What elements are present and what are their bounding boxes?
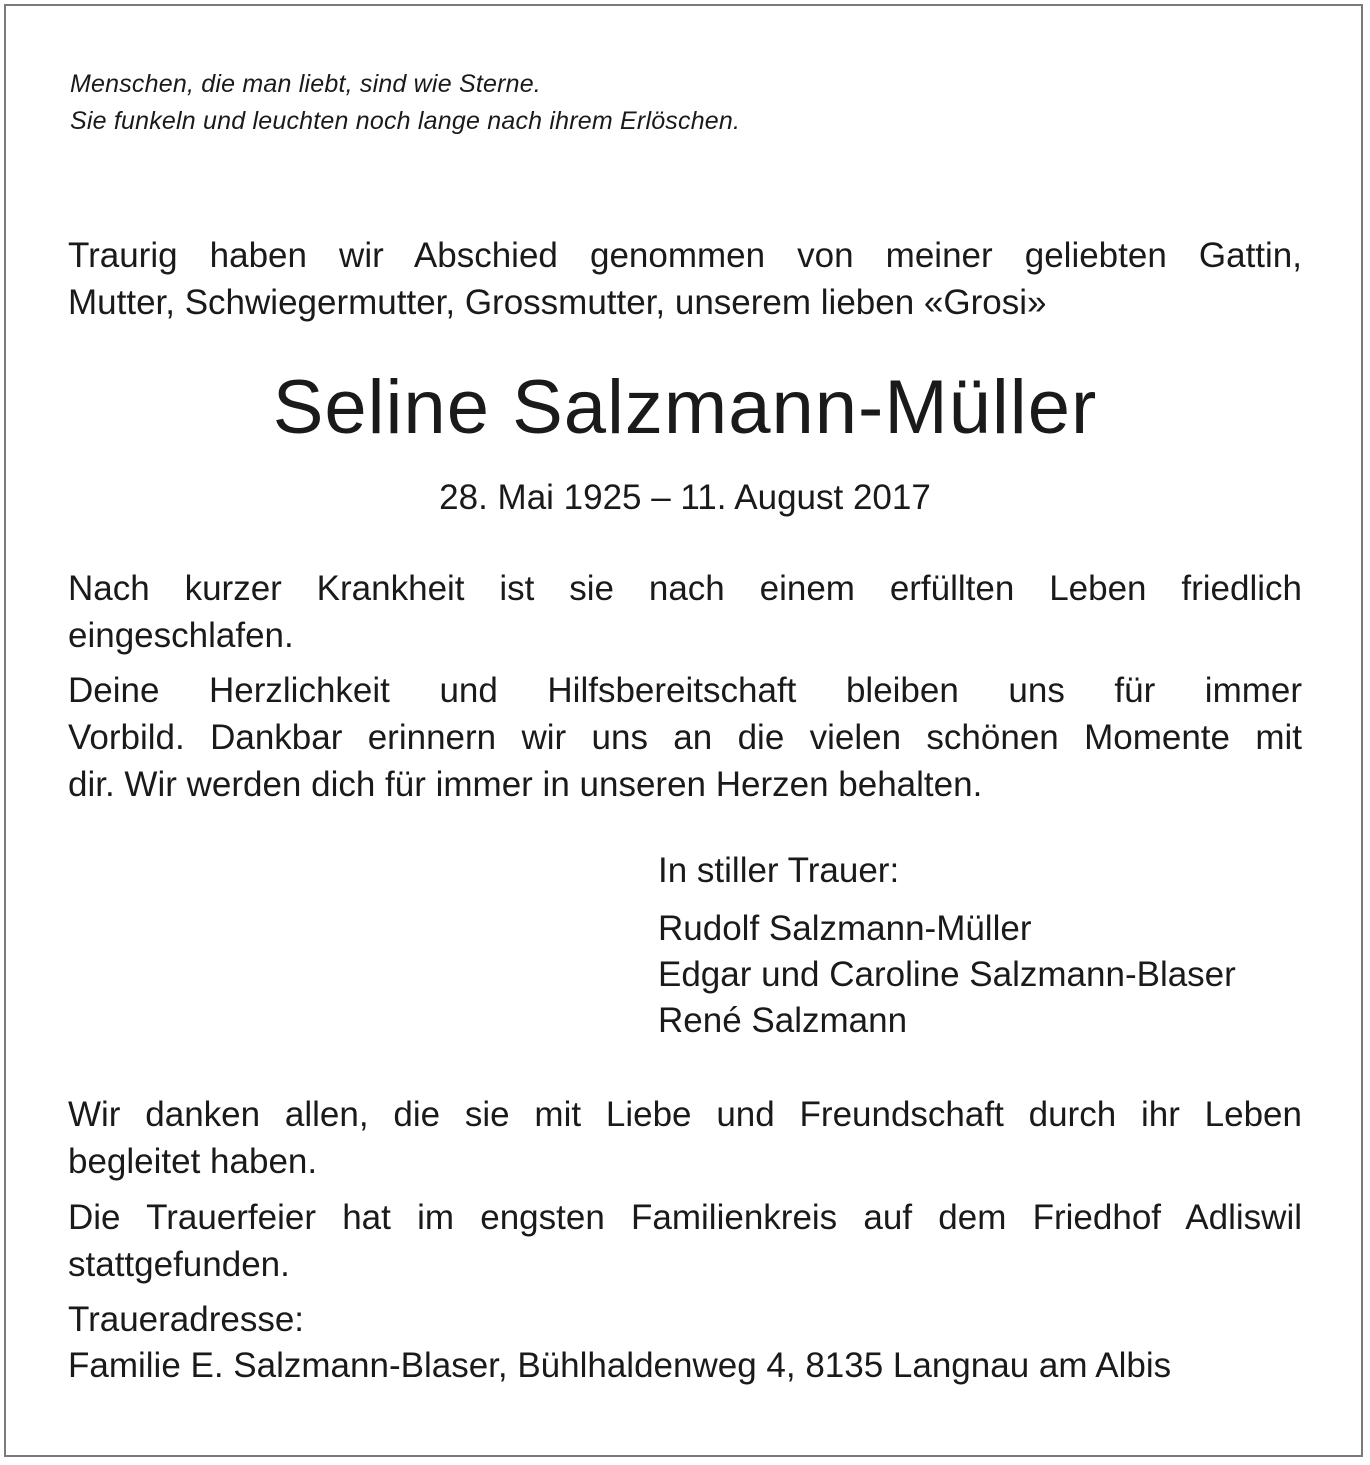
paragraph-remembrance-line-3: dir. Wir werden dich für immer in unseren Herzen behalten.	[68, 765, 983, 804]
mourning-address-label: Traueradresse:	[68, 1300, 305, 1339]
paragraph-illness-line-2: eingeschlafen.	[68, 616, 294, 655]
mourners-block	[658, 848, 1338, 1044]
mourner-name: Edgar und Caroline Salzmann-Blaser	[658, 955, 1236, 994]
life-dates: 28. Mai 1925 – 11. August 2017	[439, 478, 931, 517]
paragraph-ceremony-line-1: Die Trauerfeier hat im engsten Familienkreis auf dem Friedhof Adliswil	[68, 1198, 1302, 1237]
deceased-name: Seline Salzmann-Müller	[272, 365, 1098, 450]
intro-line-1: Traurig haben wir Abschied genommen von meiner geliebten Gattin,	[68, 236, 1302, 275]
intro-line-2: Mutter, Schwiegermutter, Grossmutter, unserem lieben «Grosi»	[68, 283, 1047, 322]
paragraph-thanks-line-1: Wir danken allen, die sie mit Liebe und Freundschaft durch ihr Leben	[68, 1095, 1302, 1134]
paragraph-ceremony	[68, 1194, 1302, 1288]
paragraph-thanks-line-2: begleitet haben.	[68, 1142, 318, 1181]
intro-paragraph	[68, 232, 1302, 326]
paragraph-remembrance-line-1: Deine Herzlichkeit und Hilfsbereitschaft bleiben uns für immer	[68, 671, 1302, 710]
paragraph-thanks	[68, 1091, 1302, 1185]
paragraph-remembrance-line-2: Vorbild. Dankbar erinnern wir uns an die vielen schönen Momente mit	[68, 718, 1302, 757]
paragraph-illness-line-1: Nach kurzer Krankheit ist sie nach einem erfüllten Leben friedlich	[68, 569, 1302, 608]
mourning-address	[68, 1297, 1328, 1389]
paragraph-ceremony-line-2: stattgefunden.	[68, 1245, 290, 1284]
mourner-name: René Salzmann	[658, 1001, 908, 1040]
motto-line-2: Sie funkeln und leuchten noch lange nach ihrem Erlöschen.	[70, 107, 741, 135]
paragraph-illness	[68, 565, 1302, 659]
paragraph-remembrance	[68, 667, 1302, 808]
motto-quote	[70, 66, 1070, 140]
mourner-name: Rudolf Salzmann-Müller	[658, 909, 1032, 948]
mourners-heading: In stiller Trauer:	[658, 851, 900, 890]
motto-line-1: Menschen, die man liebt, sind wie Sterne.	[70, 70, 541, 98]
mourning-address-value: Familie E. Salzmann-Blaser, Bühlhaldenweg 4, 8135 Langnau am Albis	[68, 1346, 1172, 1385]
